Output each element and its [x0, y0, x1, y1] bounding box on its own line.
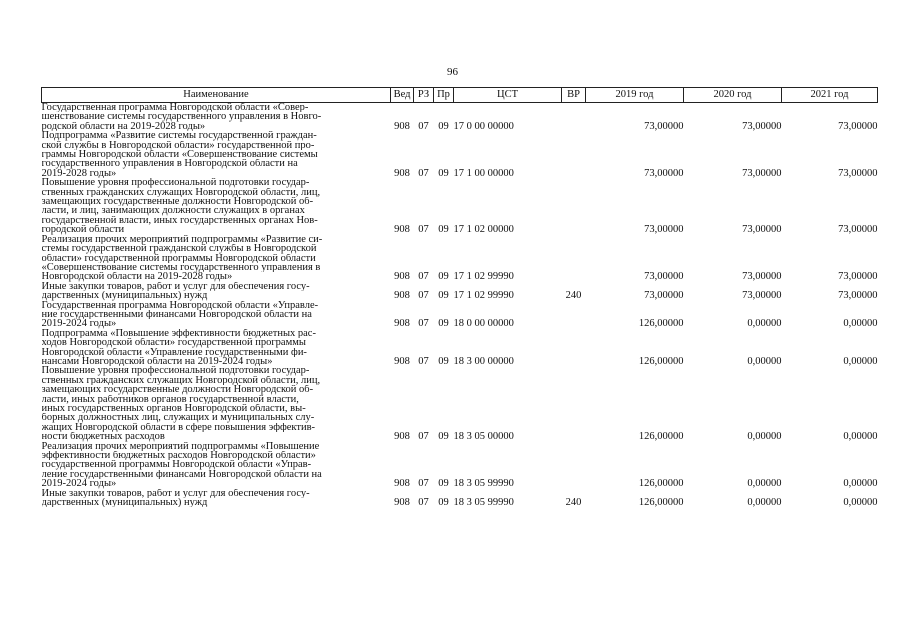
table-body: [42, 103, 878, 508]
row-vr: [562, 235, 586, 282]
header-row: [42, 88, 878, 103]
table-row: [42, 442, 878, 489]
row-ved: 908: [394, 431, 410, 443]
row-vr: [562, 442, 586, 489]
row-name: [42, 442, 391, 489]
row-pr: 09: [438, 271, 449, 283]
row-vr: 240: [565, 497, 582, 509]
row-name-line: государственной власти, иных государственных органах Нов-: [41, 215, 318, 226]
row-rz: 07: [418, 271, 429, 283]
row-name-line: ление государственными финансами Новгородской области на: [41, 469, 322, 480]
row-pr: 09: [438, 167, 449, 179]
row-ved: 908: [394, 120, 410, 132]
row-cst: 17 1 02 00000: [453, 224, 514, 236]
row-name: [42, 282, 391, 301]
row-value-2021: 73,00000: [838, 224, 878, 236]
row-rz: 07: [418, 318, 429, 330]
row-name-line: граммы Новгородской области «Совершенствование системы: [41, 150, 318, 160]
row-cst: 18 3 05 99990: [453, 497, 514, 509]
row-cst: 17 1 02 99990: [453, 271, 514, 283]
row-value-2021: 73,00000: [838, 290, 878, 302]
row-vr: 240: [565, 290, 582, 302]
row-name-line: родской области на 2019-2028 годы»: [41, 121, 206, 132]
row-value-2019: 73,00000: [644, 120, 684, 132]
row-name-line: Повышение уровня профессиональной подготовки государ-: [41, 366, 310, 376]
row-ved: 908: [394, 271, 410, 283]
row-vr: [562, 366, 586, 441]
row-value-2020: 73,00000: [742, 120, 782, 132]
row-name-line: городской области: [41, 225, 125, 235]
row-name-line: ласти, иных работников органов государственной власти,: [41, 394, 299, 404]
row-vr: [562, 131, 586, 178]
row-pr: 09: [438, 120, 449, 132]
row-name-line: борных должностных лиц, служащих и муниципальных слу-: [41, 413, 315, 423]
row-cst: 17 1 02 99990: [453, 290, 514, 302]
row-name-line: нансами Новгородской области на 2019-2024 годы»: [41, 356, 273, 367]
row-ved: 908: [394, 318, 410, 330]
row-value-2020: 73,00000: [742, 167, 782, 179]
row-value-2019: 126,00000: [638, 431, 684, 443]
row-name-line: «Совершенствование системы государственного управления в: [41, 262, 321, 273]
table-row: [42, 131, 878, 178]
row-value-2021: 0,00000: [843, 497, 878, 509]
row-name-line: эффективности бюджетных расходов Новгородской области»: [41, 451, 316, 461]
row-name: [42, 329, 391, 367]
row-value-2019: 73,00000: [644, 167, 684, 179]
row-rz: 07: [418, 290, 429, 302]
row-name-line: государственного управления в Новгородской области на: [41, 159, 298, 169]
row-vr: [562, 301, 586, 329]
row-value-2020: 0,00000: [747, 497, 782, 509]
row-rz: 07: [418, 478, 429, 490]
row-name-line: Реализация прочих мероприятий подпрограммы «Повышение: [41, 441, 320, 452]
row-value-2019: 73,00000: [644, 271, 684, 283]
row-value-2020: 0,00000: [747, 431, 782, 443]
row-name: [42, 489, 391, 508]
row-pr: 09: [438, 318, 449, 330]
row-pr: 09: [438, 431, 449, 443]
row-ved: 908: [394, 290, 410, 302]
row-name-line: ской службы в Новгородской области» государственной про-: [41, 140, 315, 151]
row-cst: 18 3 05 00000: [453, 431, 514, 443]
row-name-line: Подпрограмма «Развитие системы государственной граждан-: [41, 131, 317, 141]
row-cst: 18 0 00 00000: [453, 318, 514, 330]
header-name: Наименование: [42, 88, 391, 103]
row-name-line: ственных гражданских служащих Новгородской области, лиц,: [41, 187, 321, 198]
row-name-line: Реализация прочих мероприятий подпрограммы «Развитие си-: [41, 234, 323, 245]
row-rz: 07: [418, 431, 429, 443]
row-value-2019: 126,00000: [638, 478, 684, 490]
table-row: [42, 366, 878, 441]
row-cst: 18 3 05 99990: [453, 478, 514, 490]
row-value-2020: 73,00000: [742, 271, 782, 283]
row-name-line: ности бюджетных расходов: [41, 432, 165, 442]
header-2019: 2019 год: [586, 88, 684, 103]
row-value-2019: 126,00000: [638, 497, 684, 509]
row-value-2019: 73,00000: [644, 290, 684, 302]
row-name-line: Иные закупки товаров, работ и услуг для обеспечения госу-: [41, 281, 310, 292]
row-vr: [562, 178, 586, 234]
row-value-2021: 0,00000: [843, 431, 878, 443]
row-name-line: ние государственными финансами Новгородской области на: [41, 309, 312, 320]
table-row: [42, 301, 878, 329]
row-pr: 09: [438, 497, 449, 509]
row-name-line: жащих Новгородской области в сфере повышения эффектив-: [41, 422, 316, 433]
header-2021: 2021 год: [782, 88, 878, 103]
row-pr: 09: [438, 290, 449, 302]
header-2020: 2020 год: [684, 88, 782, 103]
header-cst: ЦСТ: [454, 88, 562, 103]
row-rz: 07: [418, 167, 429, 179]
table-row: [42, 489, 878, 508]
row-name-line: Повышение уровня профессиональной подготовки государ-: [41, 178, 310, 188]
row-rz: 07: [418, 497, 429, 509]
table-row: [42, 235, 878, 282]
table-row: [42, 103, 878, 132]
header-pr: Пр: [434, 88, 454, 103]
table-row: [42, 329, 878, 367]
row-name-line: замещающих государственные должности Новгородской об-: [41, 385, 314, 395]
row-value-2019: 126,00000: [638, 355, 684, 367]
row-name-line: ходов Новгородской области» государственной программы: [41, 338, 306, 348]
row-name-line: 2019-2028 годы»: [41, 168, 117, 179]
row-name-line: области» государственной программы Новгородской области: [41, 253, 316, 263]
row-value-2020: 73,00000: [742, 290, 782, 302]
table-row: [42, 282, 878, 301]
row-rz: 07: [418, 224, 429, 236]
row-name-line: ласти, и лиц, занимающих должности служащих в органах: [41, 206, 305, 216]
row-cst: 18 3 00 00000: [453, 355, 514, 367]
row-value-2019: 126,00000: [638, 318, 684, 330]
row-pr: 09: [438, 355, 449, 367]
row-name-line: дарственных (муниципальных) нужд: [41, 291, 208, 301]
table-row: [42, 178, 878, 234]
row-name-line: иных государственных органов Новгородской области, вы-: [41, 404, 306, 414]
row-name-line: Государственная программа Новгородской области «Совер-: [41, 103, 309, 113]
row-name: [42, 301, 391, 329]
row-pr: 09: [438, 224, 449, 236]
row-value-2020: 0,00000: [747, 478, 782, 490]
row-name-line: дарственных (муниципальных) нужд: [41, 498, 208, 508]
row-ved: 908: [394, 224, 410, 236]
row-name: [42, 366, 391, 441]
row-value-2021: 0,00000: [843, 355, 878, 367]
row-pr: 09: [438, 478, 449, 490]
row-value-2020: 0,00000: [747, 318, 782, 330]
row-name: [42, 103, 391, 132]
page-number: 96: [447, 66, 458, 78]
row-name-line: замещающих государственные должности Новгородской об-: [41, 197, 314, 207]
row-rz: 07: [418, 120, 429, 132]
row-name-line: ственных гражданских служащих Новгородской области, лиц,: [41, 375, 321, 386]
row-name: [42, 178, 391, 234]
row-name-line: Новгородской области на 2019-2028 годы»: [41, 272, 233, 282]
row-name-line: Новгородской области «Управление государственными фи-: [41, 347, 307, 357]
row-cst: 17 0 00 00000: [453, 120, 514, 132]
row-value-2021: 73,00000: [838, 167, 878, 179]
row-name-line: шенствование системы государственного управления в Новго-: [41, 112, 322, 122]
row-name-line: стемы государственной гражданской службы в Новгородской: [41, 244, 317, 254]
header-rz: РЗ: [414, 88, 434, 103]
row-name-line: 2019-2024 годы»: [41, 319, 117, 329]
budget-table: [41, 87, 878, 507]
row-name-line: Подпрограмма «Повышение эффективности бюджетных рас-: [41, 328, 316, 339]
row-vr: [562, 103, 586, 132]
row-name-line: Иные закупки товаров, работ и услуг для обеспечения госу-: [41, 488, 310, 499]
row-value-2019: 73,00000: [644, 224, 684, 236]
header-ved: Вед: [391, 88, 414, 103]
row-value-2021: 73,00000: [838, 271, 878, 283]
row-cst: 17 1 00 00000: [453, 167, 514, 179]
row-value-2021: 0,00000: [843, 478, 878, 490]
row-name: [42, 131, 391, 178]
row-ved: 908: [394, 497, 410, 509]
row-ved: 908: [394, 167, 410, 179]
row-vr: [562, 329, 586, 367]
row-value-2021: 0,00000: [843, 318, 878, 330]
row-value-2020: 73,00000: [742, 224, 782, 236]
row-value-2020: 0,00000: [747, 355, 782, 367]
row-name-line: 2019-2024 годы»: [41, 479, 117, 489]
row-ved: 908: [394, 478, 410, 490]
row-ved: 908: [394, 355, 410, 367]
row-name: [42, 235, 391, 282]
header-vr: ВР: [562, 88, 586, 103]
row-rz: 07: [418, 355, 429, 367]
row-value-2021: 73,00000: [838, 120, 878, 132]
row-name-line: Государственная программа Новгородской области «Управле-: [41, 300, 319, 310]
row-name-line: государственной программы Новгородской области «Управ-: [41, 460, 312, 470]
